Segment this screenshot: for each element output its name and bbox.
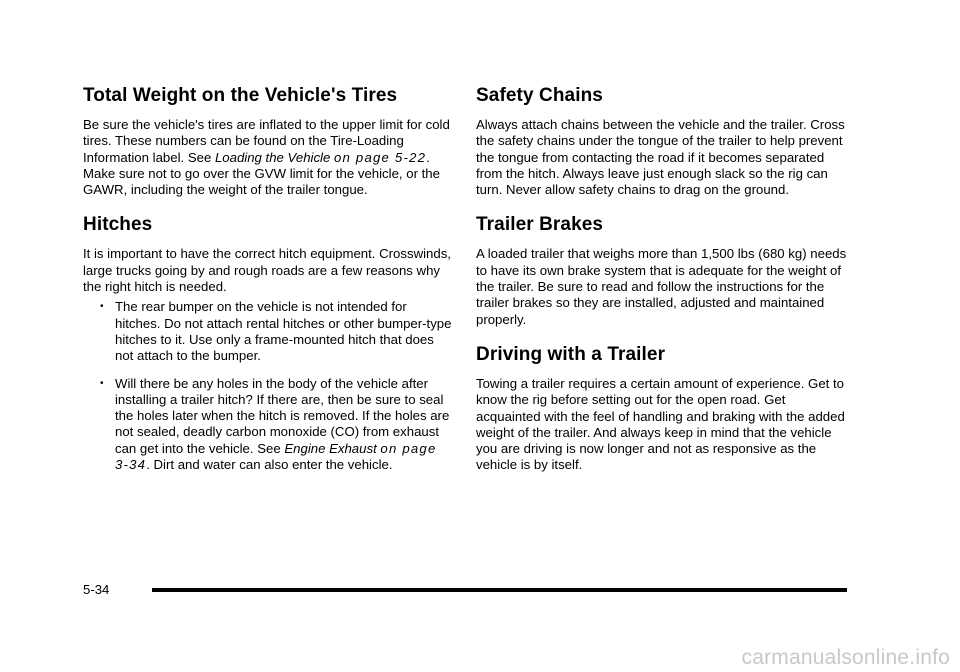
hitches-bullet-text-start: Will there be any holes in the body of the vehicle after installing a trailer hitch? If there are, then be sure to seal the holes later when the hitch is removed. If the holes are not sealed, deadly carbon monoxide (CO) from exhaust can get into the vehicle. See xyxy=(115,375,450,456)
hitches-bullet-list xyxy=(83,299,455,473)
left-column xyxy=(83,84,455,484)
driving-with-trailer-paragraph: Towing a trailer requires a certain amount of experience. Get to know the rig before setting out for the open road. Get acquainted with the feel of handling and braking with the added weight of the trailer. And always keep in mind that the vehicle you are driving is now longer and not as responsive as the vehicle is by itself. xyxy=(476,375,845,473)
bullet-marker: • xyxy=(100,377,104,389)
hitches-bullet-item xyxy=(83,299,455,364)
total-weight-text-end: . Make sure not to go over the GVW limit for the vehicle, or the GAWR, including the weight of the trailer tongue. xyxy=(83,149,440,198)
footer-divider xyxy=(152,588,847,592)
safety-chains-paragraph: Always attach chains between the vehicle and the trailer. Cross the safety chains under the tongue of the trailer to help prevent the tongue from contacting the road if it becomes separated from the hitch. Always leave just enough slack so the rig can turn. Never allow safety chains to drag on the ground. xyxy=(476,117,845,198)
page-number: 5-34 xyxy=(83,582,110,597)
hitches-bullet-text: The rear bumper on the vehicle is not intended for hitches. Do not attach rental hitches or other bumper-type hitches to it. Use only a frame-mounted hitch that does not attach to the bumper. xyxy=(115,299,452,364)
section-title-trailer-brakes: Trailer Brakes xyxy=(476,214,604,236)
hitches-intro-paragraph: It is important to have the correct hitch equipment. Crosswinds, large trucks going by and rough roads are a few reasons why the right hitch is needed. xyxy=(83,246,451,295)
hitches-bullet-item xyxy=(83,376,455,474)
bullet-marker: • xyxy=(100,301,104,313)
section-title-total-weight: Total Weight on the Vehicle's Tires xyxy=(83,85,398,106)
watermark-text: carmanualsonline.info xyxy=(741,646,950,669)
total-weight-text-start: Be sure the vehicle's tires are inflated to the upper limit for cold tires. These numbers can be found on the Tire-Loading Information label. See xyxy=(83,117,450,165)
trailer-brakes-paragraph: A loaded trailer that weighs more than 1,500 lbs (680 kg) needs to have its own brake system that is adequate for the weight of the trailer. Be sure to read and follow the instructions for the trailer brakes so they are installed, adjusted and maintained properly. xyxy=(476,246,847,327)
engine-exhaust-xref-page: on page 3-34 xyxy=(115,440,437,473)
loading-vehicle-xref-title: Loading the Vehicle xyxy=(214,149,331,165)
section-title-hitches: Hitches xyxy=(83,214,153,236)
hitches-bullet-text-end: . Dirt and water can also enter the vehicle. xyxy=(146,457,393,473)
right-column xyxy=(476,84,848,474)
total-weight-paragraph xyxy=(83,117,455,198)
section-title-safety-chains: Safety Chains xyxy=(476,85,603,106)
engine-exhaust-xref-title: Engine Exhaust xyxy=(284,440,377,456)
loading-vehicle-xref-link[interactable] xyxy=(215,150,426,165)
loading-vehicle-xref-page: on page 5-22 xyxy=(333,149,427,165)
section-title-driving-with-trailer: Driving with a Trailer xyxy=(476,343,666,365)
